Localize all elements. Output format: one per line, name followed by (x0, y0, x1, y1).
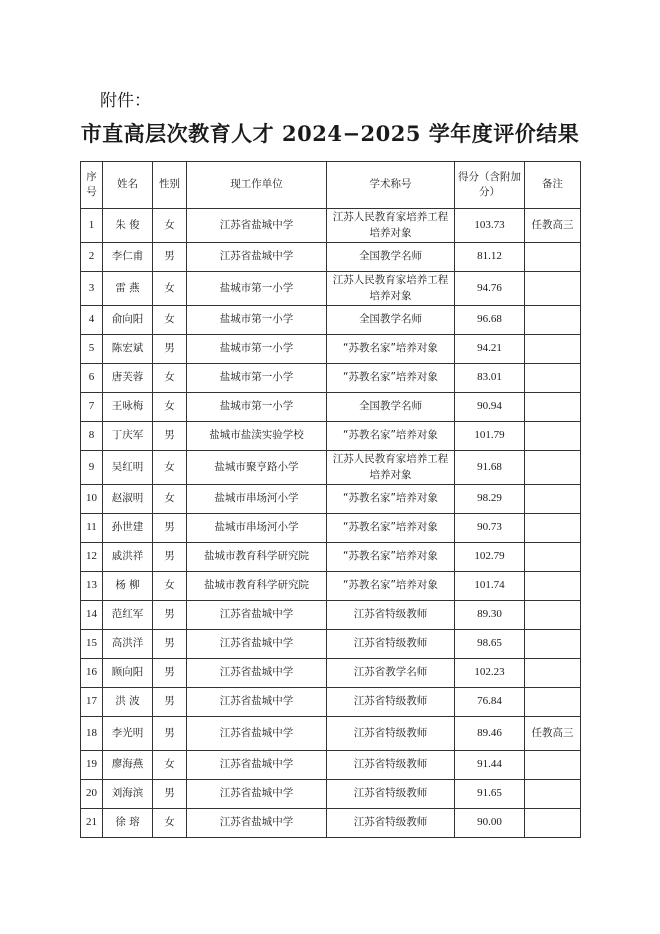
table-row (81, 272, 581, 306)
cell-index: 11 (81, 514, 103, 543)
cell-title: 江苏省特级教师 (327, 780, 455, 809)
cell-title: 江苏省特级教师 (327, 751, 455, 780)
cell-score: 76.84 (455, 688, 525, 717)
cell-unit: 江苏省盐城中学 (187, 209, 327, 243)
table-row (81, 717, 581, 751)
table-row (81, 601, 581, 630)
cell-name: 陈宏斌 (103, 335, 153, 364)
cell-gender: 女 (153, 209, 187, 243)
table-row (81, 780, 581, 809)
table-row (81, 306, 581, 335)
cell-gender: 男 (153, 335, 187, 364)
cell-title: 江苏人民教育家培养工程培养对象 (327, 451, 455, 485)
cell-index: 5 (81, 335, 103, 364)
cell-name: 孙世建 (103, 514, 153, 543)
cell-index: 15 (81, 630, 103, 659)
cell-score: 83.01 (455, 364, 525, 393)
cell-unit: 盐城市第一小学 (187, 335, 327, 364)
cell-unit: 江苏省盐城中学 (187, 717, 327, 751)
cell-index: 6 (81, 364, 103, 393)
cell-note (525, 485, 581, 514)
cell-index: 16 (81, 659, 103, 688)
header-title: 学术称号 (327, 162, 455, 209)
cell-index: 18 (81, 717, 103, 751)
cell-unit: 江苏省盐城中学 (187, 751, 327, 780)
cell-note (525, 780, 581, 809)
cell-title: 江苏省特级教师 (327, 717, 455, 751)
cell-title: 江苏省特级教师 (327, 601, 455, 630)
cell-title: 全国教学名师 (327, 243, 455, 272)
cell-score: 98.29 (455, 485, 525, 514)
cell-unit: 江苏省盐城中学 (187, 659, 327, 688)
cell-gender: 男 (153, 243, 187, 272)
cell-title: “苏教名家”培养对象 (327, 543, 455, 572)
cell-gender: 男 (153, 688, 187, 717)
cell-note (525, 335, 581, 364)
cell-name: 唐芙蓉 (103, 364, 153, 393)
cell-unit: 盐城市第一小学 (187, 393, 327, 422)
cell-title: 江苏省特级教师 (327, 630, 455, 659)
cell-index: 12 (81, 543, 103, 572)
cell-index: 8 (81, 422, 103, 451)
cell-note (525, 601, 581, 630)
cell-gender: 男 (153, 601, 187, 630)
cell-unit: 盐城市串场河小学 (187, 514, 327, 543)
cell-index: 14 (81, 601, 103, 630)
cell-name: 廖海燕 (103, 751, 153, 780)
cell-index: 20 (81, 780, 103, 809)
cell-score: 102.23 (455, 659, 525, 688)
attachment-label: 附件： (100, 91, 151, 111)
cell-unit: 盐城市盐渎实验学校 (187, 422, 327, 451)
cell-score: 90.73 (455, 514, 525, 543)
cell-gender: 男 (153, 717, 187, 751)
cell-score: 89.46 (455, 717, 525, 751)
cell-name: 洪 波 (103, 688, 153, 717)
cell-name: 徐 瑢 (103, 809, 153, 838)
cell-name: 高洪洋 (103, 630, 153, 659)
cell-title: “苏教名家”培养对象 (327, 364, 455, 393)
cell-note (525, 514, 581, 543)
cell-title: 江苏省特级教师 (327, 688, 455, 717)
cell-score: 89.30 (455, 601, 525, 630)
table-row (81, 393, 581, 422)
cell-score: 98.65 (455, 630, 525, 659)
cell-gender: 女 (153, 751, 187, 780)
cell-note (525, 688, 581, 717)
cell-unit: 盐城市串场河小学 (187, 485, 327, 514)
cell-note (525, 572, 581, 601)
cell-unit: 江苏省盐城中学 (187, 809, 327, 838)
cell-score: 94.76 (455, 272, 525, 306)
cell-unit: 盐城市第一小学 (187, 306, 327, 335)
table-row (81, 209, 581, 243)
cell-note (525, 306, 581, 335)
cell-name: 杨 柳 (103, 572, 153, 601)
cell-index: 19 (81, 751, 103, 780)
cell-note (525, 272, 581, 306)
cell-title: “苏教名家”培养对象 (327, 485, 455, 514)
cell-name: 雷 燕 (103, 272, 153, 306)
cell-score: 101.74 (455, 572, 525, 601)
cell-index: 4 (81, 306, 103, 335)
cell-note (525, 751, 581, 780)
cell-gender: 女 (153, 451, 187, 485)
cell-name: 戚洪祥 (103, 543, 153, 572)
cell-unit: 江苏省盐城中学 (187, 688, 327, 717)
table-row (81, 751, 581, 780)
table-row (81, 659, 581, 688)
cell-name: 朱 俊 (103, 209, 153, 243)
cell-title: 江苏人民教育家培养工程培养对象 (327, 209, 455, 243)
cell-unit: 盐城市第一小学 (187, 272, 327, 306)
cell-note (525, 243, 581, 272)
cell-name: 俞向阳 (103, 306, 153, 335)
cell-score: 81.12 (455, 243, 525, 272)
header-index: 序号 (81, 162, 103, 209)
header-note: 备注 (525, 162, 581, 209)
cell-name: 王咏梅 (103, 393, 153, 422)
cell-index: 2 (81, 243, 103, 272)
cell-unit: 江苏省盐城中学 (187, 630, 327, 659)
table-row (81, 485, 581, 514)
cell-unit: 盐城市教育科学研究院 (187, 543, 327, 572)
cell-score: 94.21 (455, 335, 525, 364)
header-score: 得分（含附加分） (455, 162, 525, 209)
cell-note (525, 809, 581, 838)
cell-title: 江苏省特级教师 (327, 809, 455, 838)
cell-unit: 江苏省盐城中学 (187, 601, 327, 630)
cell-index: 21 (81, 809, 103, 838)
table-row (81, 451, 581, 485)
cell-unit: 盐城市第一小学 (187, 364, 327, 393)
cell-gender: 女 (153, 364, 187, 393)
cell-title: “苏教名家”培养对象 (327, 422, 455, 451)
cell-score: 91.44 (455, 751, 525, 780)
cell-score: 101.79 (455, 422, 525, 451)
cell-title: “苏教名家”培养对象 (327, 335, 455, 364)
cell-note (525, 659, 581, 688)
cell-index: 13 (81, 572, 103, 601)
cell-unit: 盐城市聚亨路小学 (187, 451, 327, 485)
cell-note: 任教高三 (525, 209, 581, 243)
table-row (81, 335, 581, 364)
table-row (81, 422, 581, 451)
table-row (81, 364, 581, 393)
cell-name: 范红军 (103, 601, 153, 630)
cell-score: 96.68 (455, 306, 525, 335)
cell-title: “苏教名家”培养对象 (327, 514, 455, 543)
cell-gender: 女 (153, 393, 187, 422)
cell-gender: 女 (153, 485, 187, 514)
document-title: 市直高层次教育人才 2024−2025 学年度评价结果 (80, 121, 580, 146)
cell-gender: 男 (153, 422, 187, 451)
cell-note (525, 543, 581, 572)
cell-score: 90.94 (455, 393, 525, 422)
cell-gender: 男 (153, 780, 187, 809)
cell-score: 91.65 (455, 780, 525, 809)
cell-name: 李光明 (103, 717, 153, 751)
table-row (81, 514, 581, 543)
cell-gender: 男 (153, 514, 187, 543)
cell-note (525, 393, 581, 422)
cell-index: 17 (81, 688, 103, 717)
cell-name: 丁庆军 (103, 422, 153, 451)
cell-gender: 男 (153, 659, 187, 688)
cell-gender: 女 (153, 306, 187, 335)
header-unit: 现工作单位 (187, 162, 327, 209)
cell-title: 江苏人民教育家培养工程培养对象 (327, 272, 455, 306)
table-row (81, 572, 581, 601)
table-row (81, 688, 581, 717)
cell-gender: 男 (153, 630, 187, 659)
table-row (81, 809, 581, 838)
table-row (81, 543, 581, 572)
cell-note (525, 451, 581, 485)
cell-index: 3 (81, 272, 103, 306)
cell-score: 102.79 (455, 543, 525, 572)
cell-index: 1 (81, 209, 103, 243)
cell-note (525, 422, 581, 451)
cell-gender: 女 (153, 572, 187, 601)
cell-name: 刘海滨 (103, 780, 153, 809)
cell-title: 全国教学名师 (327, 393, 455, 422)
table-row (81, 243, 581, 272)
header-name: 姓名 (103, 162, 153, 209)
cell-score: 91.68 (455, 451, 525, 485)
cell-gender: 女 (153, 272, 187, 306)
cell-unit: 江苏省盐城中学 (187, 780, 327, 809)
header-gender: 性别 (153, 162, 187, 209)
table-row (81, 630, 581, 659)
cell-score: 103.73 (455, 209, 525, 243)
cell-gender: 男 (153, 543, 187, 572)
cell-note: 任教高三 (525, 717, 581, 751)
cell-index: 10 (81, 485, 103, 514)
cell-index: 9 (81, 451, 103, 485)
cell-title: 全国教学名师 (327, 306, 455, 335)
cell-name: 李仁甫 (103, 243, 153, 272)
cell-gender: 女 (153, 809, 187, 838)
cell-name: 吴红明 (103, 451, 153, 485)
table-header-row (81, 162, 581, 209)
cell-title: “苏教名家”培养对象 (327, 572, 455, 601)
cell-unit: 江苏省盐城中学 (187, 243, 327, 272)
cell-score: 90.00 (455, 809, 525, 838)
cell-name: 赵淑明 (103, 485, 153, 514)
results-table (80, 161, 581, 838)
cell-note (525, 630, 581, 659)
cell-unit: 盐城市教育科学研究院 (187, 572, 327, 601)
cell-name: 顾向阳 (103, 659, 153, 688)
table-body (81, 209, 581, 838)
cell-note (525, 364, 581, 393)
cell-title: 江苏省教学名师 (327, 659, 455, 688)
cell-index: 7 (81, 393, 103, 422)
